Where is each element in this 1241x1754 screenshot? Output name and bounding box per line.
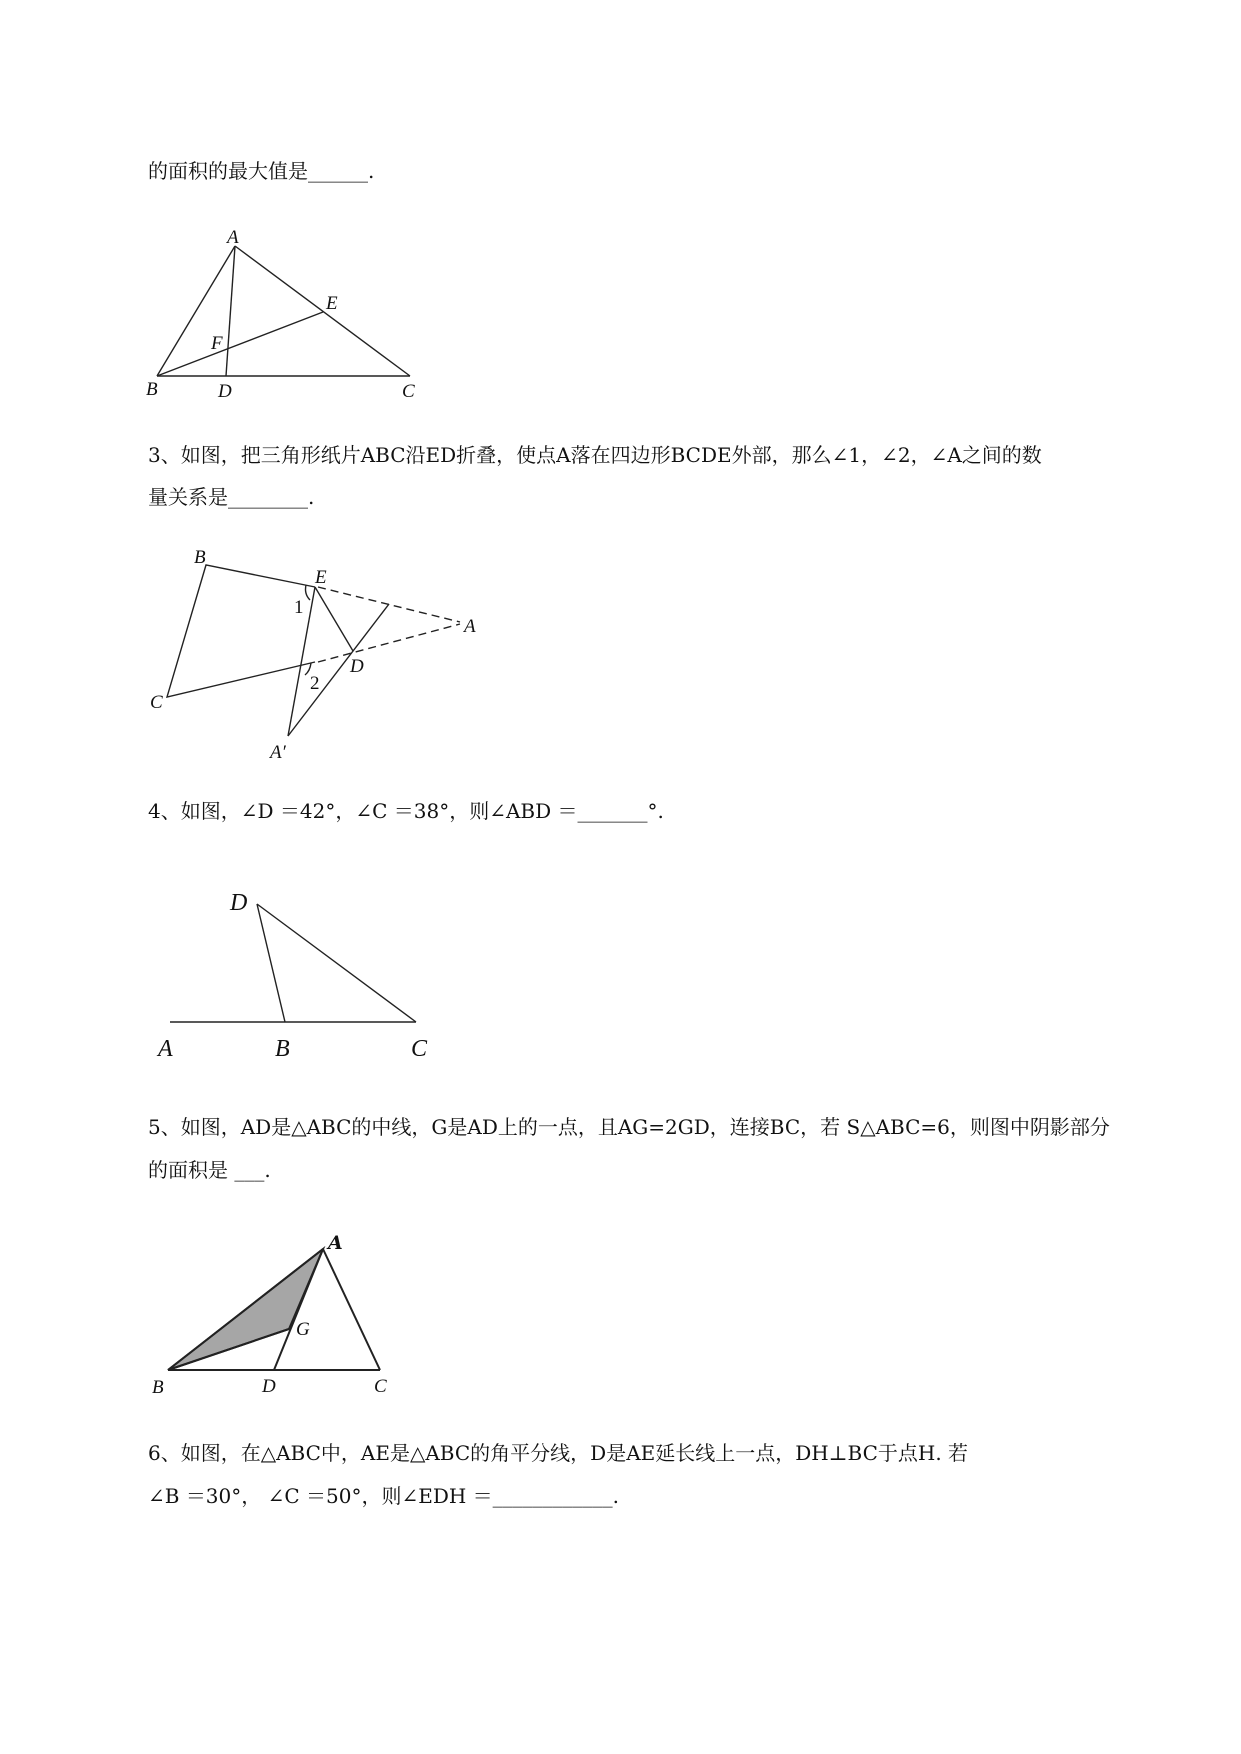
q6-text-line-1: 6、如图，在△ABC中，AE是△ABC的角平分线，D是AE延长线上一点，DH⊥BC于点H. 若 [148,1441,969,1465]
segment-aprime-fold [288,604,389,736]
quadrilateral-bcde-outline [167,565,315,697]
label-b: B [146,379,158,400]
dashed-da [318,624,460,662]
label-b: B [194,547,206,568]
label-e: E [326,293,338,314]
label-d: D [218,381,232,402]
label-f: F [211,333,223,354]
q2-text-line-tail: 的面积的最大值是______. [148,159,375,183]
segment-ab [168,1249,323,1370]
label-b: B [152,1377,164,1398]
label-c: C [402,381,415,402]
label-d: D [262,1376,276,1397]
label-c: C [411,1036,428,1062]
label-g: G [296,1319,310,1340]
label-e: E [315,567,327,588]
q3-text-line-2: 量关系是________. [148,485,315,509]
label-a: A [328,1232,343,1254]
q4-text-line: 4、如图，∠D ＝42°，∠C ＝38°，则∠ABD ＝_______°. [148,799,664,823]
label-c: C [150,692,163,713]
figure-median-shaded [140,1225,440,1405]
angle-1-arc [306,585,311,600]
figure-triangle-dbc [140,870,460,1070]
label-angle-1: 1 [294,597,304,618]
label-a: A [464,616,476,637]
figure-triangle-abc-cevians [140,225,440,405]
segment-be [157,312,323,376]
q5-text-line-1: 5、如图，AD是△ABC的中线，G是AD上的一点，且AG=2GD，连接BC，若 S△ABC=6，则图中阴影部分 [148,1115,1110,1139]
label-b: B [275,1036,290,1062]
label-a-prime: A′ [270,742,286,763]
q5-text-line-2: 的面积是 ___. [148,1158,271,1182]
q6-text-line-2: ∠B ＝30°， ∠C ＝50°，则∠EDH ＝____________. [148,1484,620,1508]
segment-ac [235,246,410,376]
segment-ab [157,246,235,376]
segment-ed [315,587,353,651]
label-d: D [230,890,248,916]
label-d: D [350,656,364,677]
label-angle-2: 2 [310,673,320,694]
q3-text-line-1: 3、如图，把三角形纸片ABC沿ED折叠，使点A落在四边形BCDE外部，那么∠1，∠2，∠A之间的数 [148,443,1042,467]
figure-folded-triangle [140,540,500,770]
label-a: A [227,227,239,248]
label-c: C [374,1376,387,1397]
label-a: A [158,1036,173,1062]
segment-ad [226,246,235,376]
segment-ac [323,1249,380,1370]
